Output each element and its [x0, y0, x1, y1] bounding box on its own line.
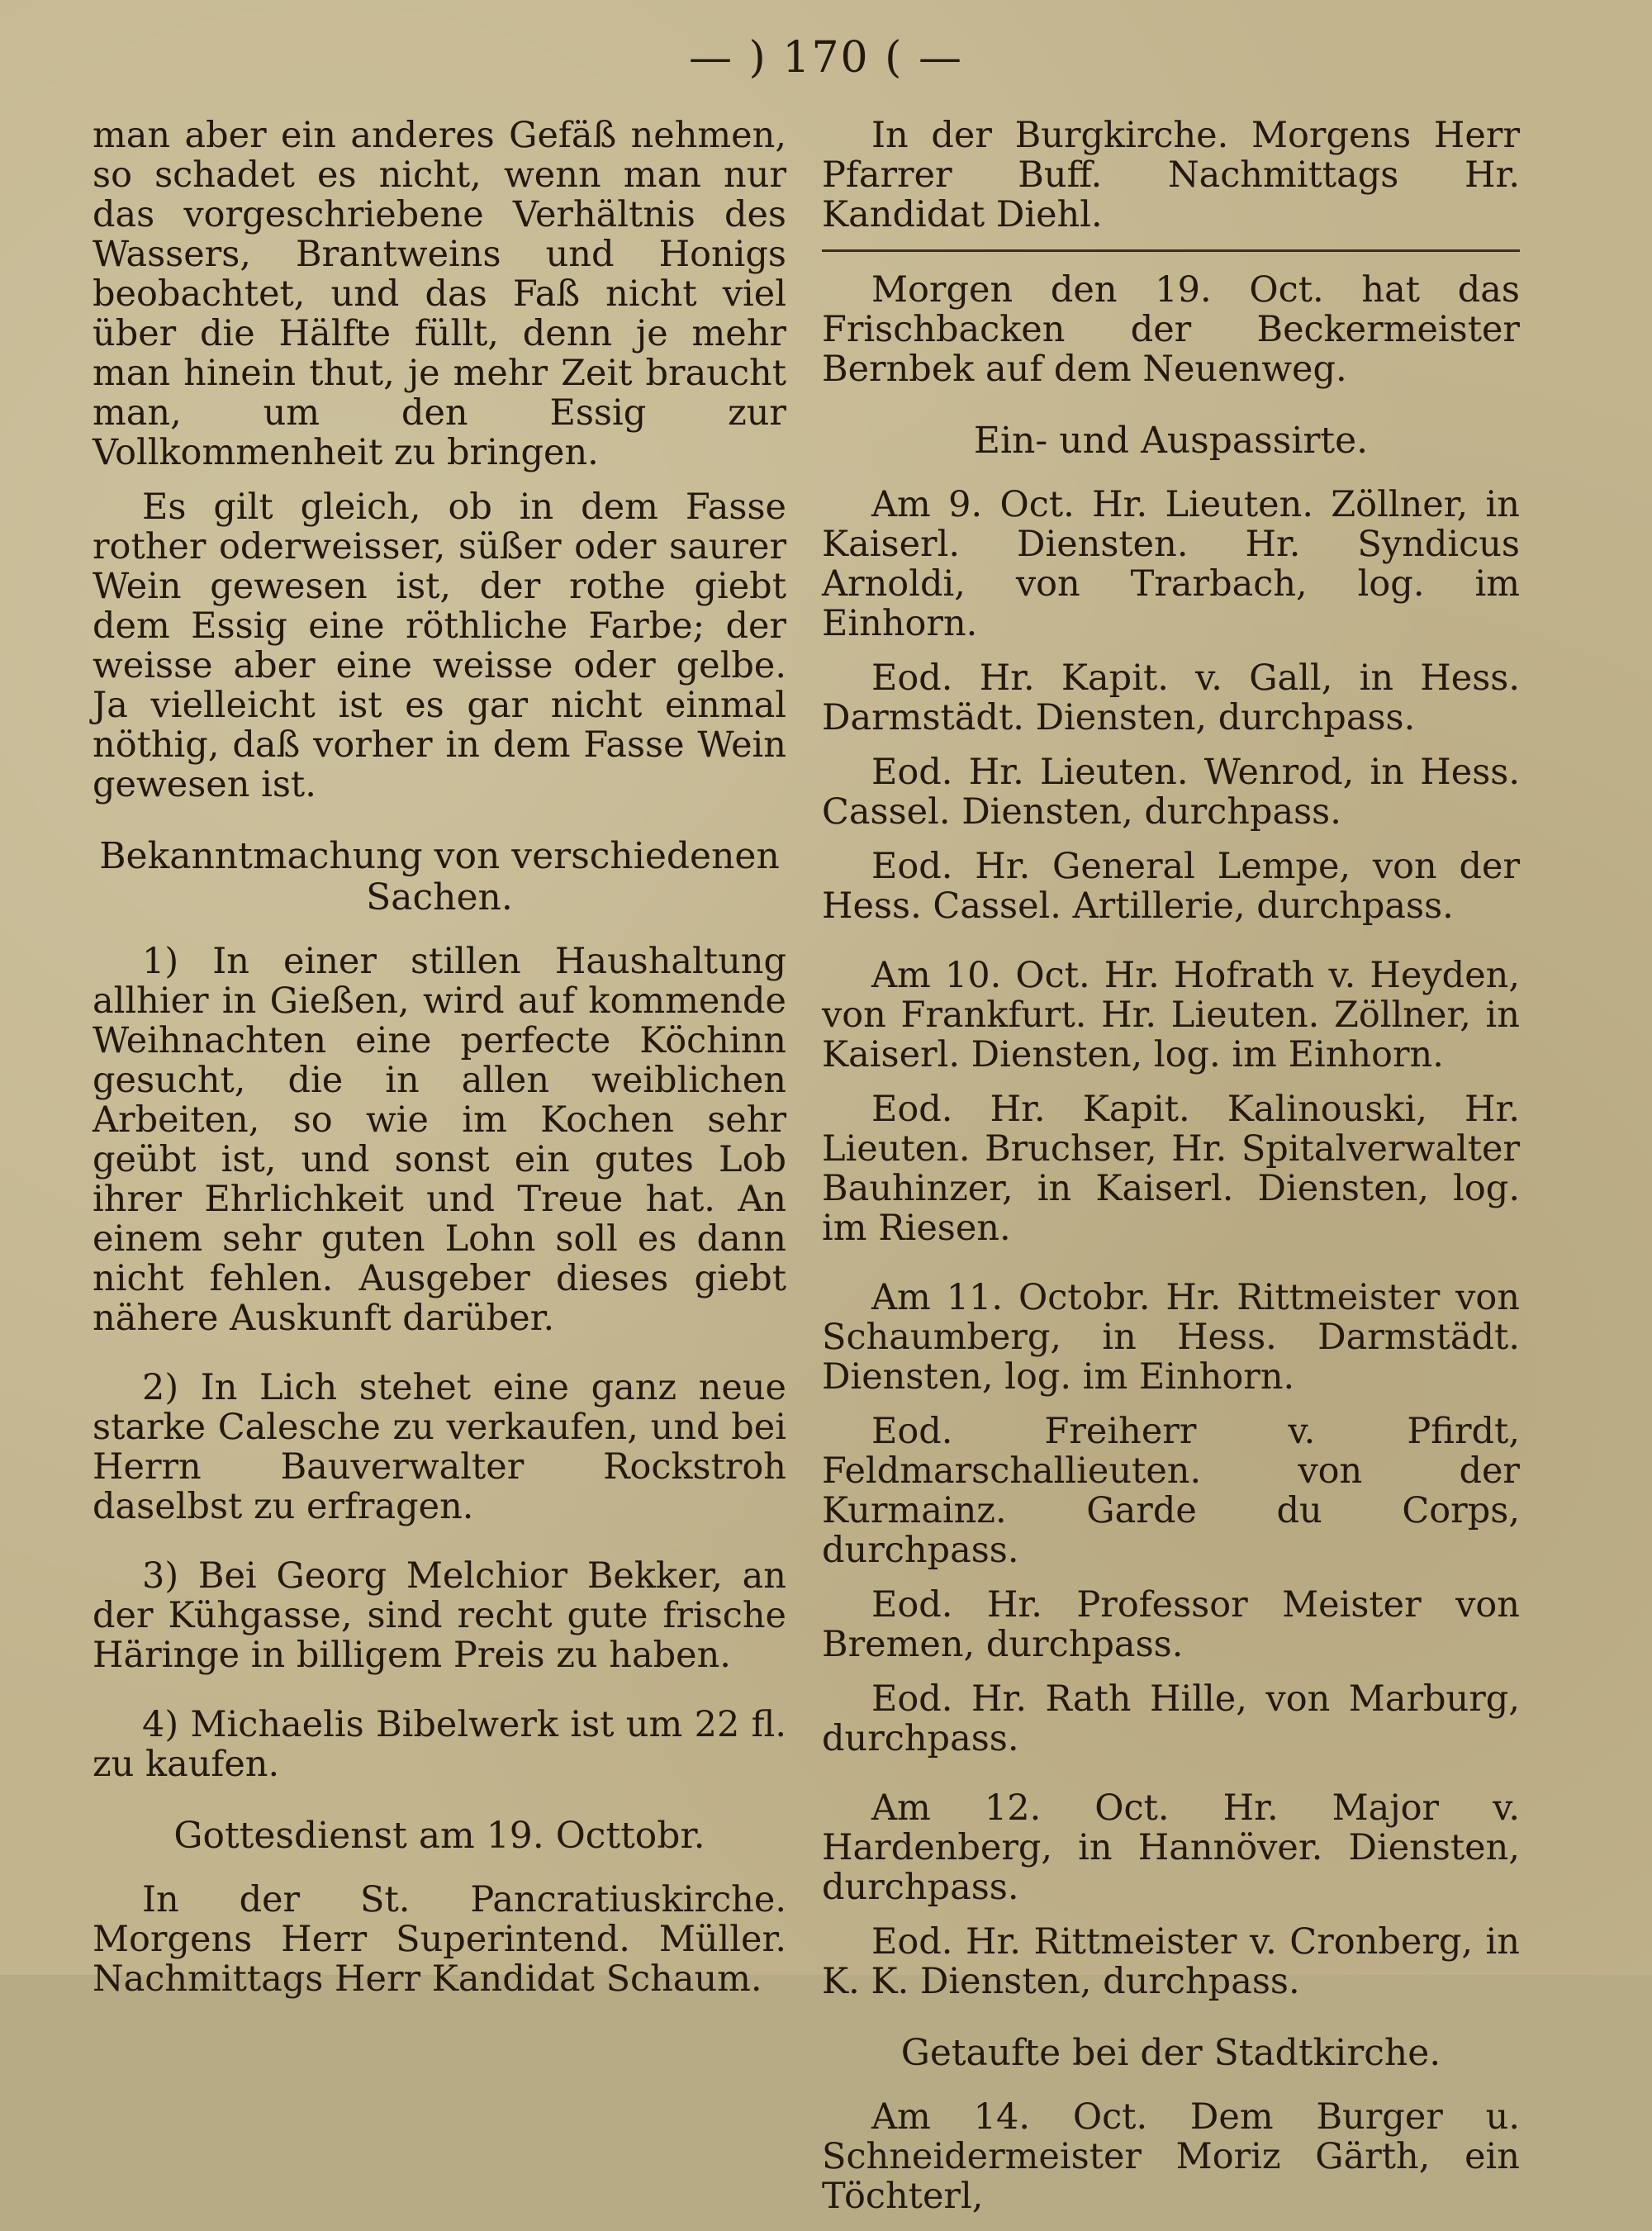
service-pancratius: In der St. Pancratiuskirche. Morgens Herr Superintend. Müller. Nachmittags Herr Kandidat Schaum. — [93, 1879, 786, 2000]
traveler-entry: Eod. Freiherr v. Pfirdt, Feldmarschallieuten. von der Kurmainz. Garde du Corps, durchpass. — [822, 1411, 1520, 1571]
service-heading: Gottesdienst am 19. Octtobr. — [173, 1815, 705, 1857]
baptisms-heading: Getaufte bei der Stadtkirche. — [900, 2032, 1441, 2074]
traveler-entry: Eod. Hr. General Lempe, von der Hess. Cassel. Artillerie, durchpass. — [822, 846, 1520, 927]
traveler-entry: Eod. Hr. Kapit. v. Gall, in Hess. Darmstädt. Diensten, durchpass. — [822, 657, 1520, 738]
announcement-item-3: 3) Bei Georg Melchior Bekker, an der Kühgasse, sind recht gute frische Häringe in billigem Preis zu haben. — [93, 1555, 786, 1676]
right-column — [822, 116, 1520, 2231]
traveler-entry: Am 11. Octobr. Hr. Rittmeister von Schaumberg, in Hess. Darmstädt. Diensten, log. im Einhorn. — [822, 1277, 1520, 1398]
vinegar-paragraph-continued: man aber ein anderes Gefäß nehmen, so schadet es nicht, wenn man nur das vorgeschriebene Verhältnis des Wassers, Brantweins und Honigs beobachtet, und das Faß nicht viel über die Hälfte füllt, denn je mehr man hinein thut, je mehr Zeit braucht man, um den Essig zur Vollkommenheit zu bringen. — [93, 115, 786, 473]
left-column — [93, 116, 786, 2014]
traveler-entry: Eod. Hr. Rath Hille, von Marburg, durchpass. — [822, 1678, 1520, 1759]
baker-notice: Morgen den 19. Oct. hat das Frischbacken der Beckermeister Bernbek auf dem Neuenweg. — [822, 269, 1520, 390]
travelers-heading: Ein- und Auspassirte. — [973, 420, 1369, 462]
traveler-entry: Am 9. Oct. Hr. Lieuten. Zöllner, in Kaiserl. Diensten. Hr. Syndicus Arnoldi, von Trarbach, log. im Einhorn. — [822, 484, 1520, 644]
traveler-entry: Eod. Hr. Professor Meister von Bremen, durchpass. — [822, 1584, 1520, 1665]
traveler-entry: Eod. Hr. Kapit. Kalinouski, Hr. Lieuten. Bruchser, Hr. Spitalverwalter Bauhinzer, in Kaiserl. Diensten, log. im Riesen. — [822, 1089, 1520, 1249]
announcement-item-4: 4) Michaelis Bibelwerk ist um 22 fl. zu kaufen. — [93, 1704, 786, 1785]
announcement-item-1: 1) In einer stillen Haushaltung allhier in Gießen, wird auf kommende Weihnachten eine perfecte Köchinn gesucht, die in allen weiblichen Arbeiten, so wie im Kochen sehr geübt ist, und sonst ein gutes Lob ihrer Ehrlichkeit und Treue hat. An einem sehr guten Lohn soll es dann nicht fehlen. Ausgeber dieses giebt nähere Auskunft darüber. — [93, 941, 786, 1339]
traveler-entry: Eod. Hr. Rittmeister v. Cronberg, in K. K. Diensten, durchpass. — [822, 1921, 1520, 2002]
service-burgkirche: In der Burgkirche. Morgens Herr Pfarrer Buff. Nachmittags Hr. Kandidat Diehl. — [822, 115, 1520, 235]
traveler-entry: Eod. Hr. Lieuten. Wenrod, in Hess. Cassel. Diensten, durchpass. — [822, 752, 1520, 833]
baptism-entry: Am 14. Oct. Dem Burger u. Schneidermeister Moriz Gärth, ein Töchterl, — [822, 2096, 1520, 2217]
page-number-header: — ) 170 ( — — [689, 33, 963, 83]
traveler-entry: Am 10. Oct. Hr. Hofrath v. Heyden, von Frankfurt. Hr. Lieuten. Zöllner, in Kaiserl. Diensten, log. im Einhorn. — [822, 955, 1520, 1075]
traveler-entry: Am 12. Oct. Hr. Major v. Hardenberg, in Hannöver. Diensten, durchpass. — [822, 1787, 1520, 1908]
announcements-heading: Bekanntmachung von verschiedenen Sachen. — [99, 835, 780, 919]
section-divider — [822, 249, 1520, 252]
announcement-item-2: 2) In Lich stehet eine ganz neue starke Calesche zu verkaufen, und bei Herrn Bauverwalter Rockstroh daselbst zu erfragen. — [93, 1367, 786, 1527]
vinegar-wine-paragraph: Es gilt gleich, ob in dem Fasse rother oderweisser, süßer oder saurer Wein gewesen ist, der rothe giebt dem Essig eine röthliche Farbe; der weisse aber eine weisse oder gelbe. Ja vielleicht ist es gar nicht einmal nöthig, daß vorher in dem Fasse Wein gewesen ist. — [93, 487, 786, 805]
